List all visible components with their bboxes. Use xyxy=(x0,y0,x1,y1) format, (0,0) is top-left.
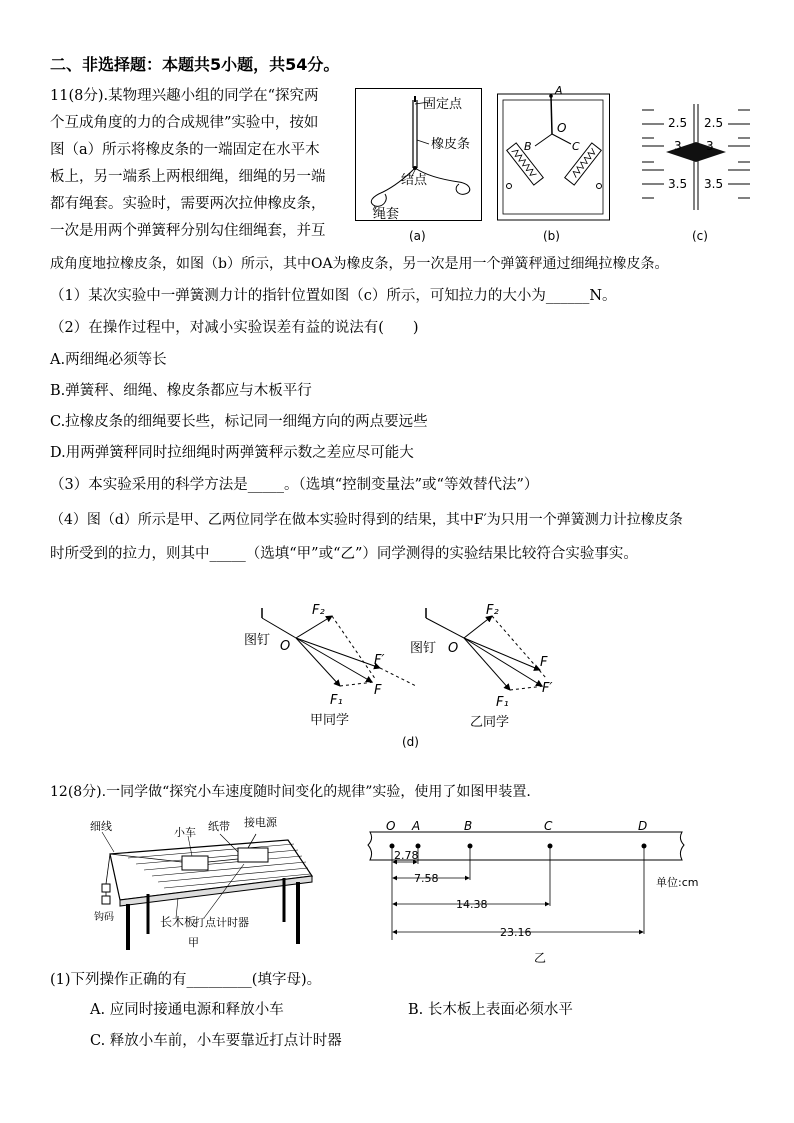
fig-yi-dist-od: 23.16 xyxy=(500,926,532,939)
fig-d-pin-left: 图钉 xyxy=(244,633,271,648)
q11-sub4-line1: （4）图（d）所示是甲、乙两位同学在做本实验时得到的结果，其中F′为只用一个弹簧测力计拉橡皮条 xyxy=(50,512,683,528)
fig-yi-unit: 单位:cm xyxy=(656,876,699,889)
fig-a-knot-label: 结点 xyxy=(401,173,428,188)
q11-sub1: （1）某次实验中一弹簧测力计的指针位置如图（c）所示，可知拉力的大小为______N。 xyxy=(50,288,617,304)
fig-jia-board-label: 长木板 xyxy=(160,915,197,929)
q11-line-6: 一次是用两个弹簧秤分别勾住细绳套，并互 xyxy=(50,223,326,239)
fig-jia-power-label: 接电源 xyxy=(244,816,277,829)
fig-yi-point-c: C xyxy=(544,819,553,833)
fig-c-tick-right-3: 3.5 xyxy=(704,177,724,191)
fig-jia-caption: 甲 xyxy=(188,936,199,949)
figure-d xyxy=(240,600,570,750)
q11-line-1: 11(8分).某物理兴趣小组的同学在“探究两 xyxy=(50,88,319,104)
q11-line-5: 都有绳套。实验时，需要两次拉伸橡皮条， xyxy=(50,196,326,212)
fig-c-caption: (c) xyxy=(692,229,708,243)
fig-b-caption: (b) xyxy=(543,229,560,243)
fig-d-right-label: 乙同学 xyxy=(470,715,510,730)
fig-d-pin-right: 图钉 xyxy=(410,641,437,656)
fig-d-f1-right: F₁ xyxy=(496,695,509,710)
q11-option-d: D.用两弹簧秤同时拉细绳时两弹簧秤示数之差应尽可能大 xyxy=(50,445,414,461)
q11-option-b: B.弹簧秤、细绳、橡皮条都应与木板平行 xyxy=(50,383,312,399)
fig-d-right xyxy=(426,608,546,690)
fig-jia-weight-label: 钩码 xyxy=(94,912,114,923)
q12-title: 12(8分).一同学做“探究小车速度随时间变化的规律”实验，使用了如图甲装置. xyxy=(50,784,531,800)
fig-b-label-b: B xyxy=(524,140,532,153)
fig-d-fp-left: F′ xyxy=(374,653,385,668)
q11-option-a: A.两细绳必须等长 xyxy=(50,352,167,368)
q11-sub3: （3）本实验采用的科学方法是_____。（选填“控制变量法”或“等效替代法”） xyxy=(50,477,539,493)
fig-c-tick-left-2: 3 xyxy=(674,139,682,153)
fig-d-f2-right: F₂ xyxy=(486,603,499,618)
q12-option-a: A. 应同时接通电源和释放小车 xyxy=(90,1002,284,1018)
fig-d-left-label: 甲同学 xyxy=(310,713,350,728)
fig-d-f1-left: F₁ xyxy=(330,693,343,708)
q12-option-c: C. 释放小车前，小车要靠近打点计时器 xyxy=(90,1033,342,1049)
fig-d-fp-right: F′ xyxy=(542,681,553,696)
fig-yi-point-d: D xyxy=(638,819,648,833)
figure-a xyxy=(355,88,485,248)
fig-jia-cart-label: 小车 xyxy=(174,826,196,839)
fig-d-o-left: O xyxy=(280,639,291,654)
section-title: 二、非选择题：本题共5小题，共54分。 xyxy=(50,55,340,74)
q11-line-2: 个互成角度的力的合成规律”实验中，按如 xyxy=(50,115,319,131)
fig-c-tick-left-3: 3.5 xyxy=(668,177,688,191)
q11-option-c: C.拉橡皮条的细绳要长些，标记同一细绳方向的两点要远些 xyxy=(50,414,428,430)
q12-sub1: (1)下列操作正确的有_________(填字母)。 xyxy=(50,972,322,988)
fig-yi-dist-oc: 14.38 xyxy=(456,898,488,911)
fig-b-label-c: C xyxy=(572,140,580,153)
fig-a-caption: (a) xyxy=(409,229,426,243)
fig-yi-dist-ob: 7.58 xyxy=(414,872,439,885)
fig-c-tick-right-2: 3 xyxy=(706,139,714,153)
q12-option-b: B. 长木板上表面必须水平 xyxy=(408,1002,573,1018)
fig-a-loop-label: 绳套 xyxy=(373,207,400,222)
fig-d-f-right: F xyxy=(540,655,548,670)
fig-b-label-a: A xyxy=(555,84,563,97)
q11-sub4-line2: 时所受到的拉力，则其中_____（选填“甲”或“乙”）同学测得的实验结果比较符合实验事实。 xyxy=(50,546,638,562)
fig-c-tick-right-1: 2.5 xyxy=(704,116,724,130)
fig-d-f-left: F xyxy=(374,683,382,698)
fig-jia-string-label: 细线 xyxy=(90,820,112,833)
fig-yi-caption: 乙 xyxy=(534,951,547,965)
fig-yi-point-b: B xyxy=(464,819,473,833)
q11-line-3: 图（a）所示将橡皮条的一端固定在水平木 xyxy=(50,142,320,158)
fig-d-f2-left: F₂ xyxy=(312,603,325,618)
figure-yi xyxy=(366,819,716,969)
figure-b xyxy=(497,84,612,248)
figure-jia xyxy=(88,814,318,964)
fig-b-label-o: O xyxy=(557,121,567,135)
fig-a-rubber-band-label: 橡皮条 xyxy=(431,137,471,152)
q11-line-4: 板上，另一端系上两根细绳，细绳的另一端 xyxy=(50,169,326,185)
fig-yi-dist-oa: 2.78 xyxy=(394,849,419,862)
figure-c xyxy=(640,104,752,248)
fig-d-o-right: O xyxy=(448,641,459,656)
fig-jia-tape-label: 纸带 xyxy=(208,820,230,833)
fig-yi-point-a: A xyxy=(412,819,421,833)
fig-a-fixed-point-label: 固定点 xyxy=(423,97,463,112)
fig-jia-timer-label: 打点计时器 xyxy=(194,916,249,929)
fig-d-caption: (d) xyxy=(402,735,419,749)
q11-line-7: 成角度地拉橡皮条，如图（b）所示，其中OA为橡皮条，另一次是用一个弹簧秤通过细绳拉橡皮条。 xyxy=(50,256,669,272)
fig-c-tick-left-1: 2.5 xyxy=(668,116,688,130)
q11-sub2: （2）在操作过程中，对减小实验误差有益的说法有( ) xyxy=(50,320,419,336)
fig-yi-point-o: O xyxy=(386,819,396,833)
